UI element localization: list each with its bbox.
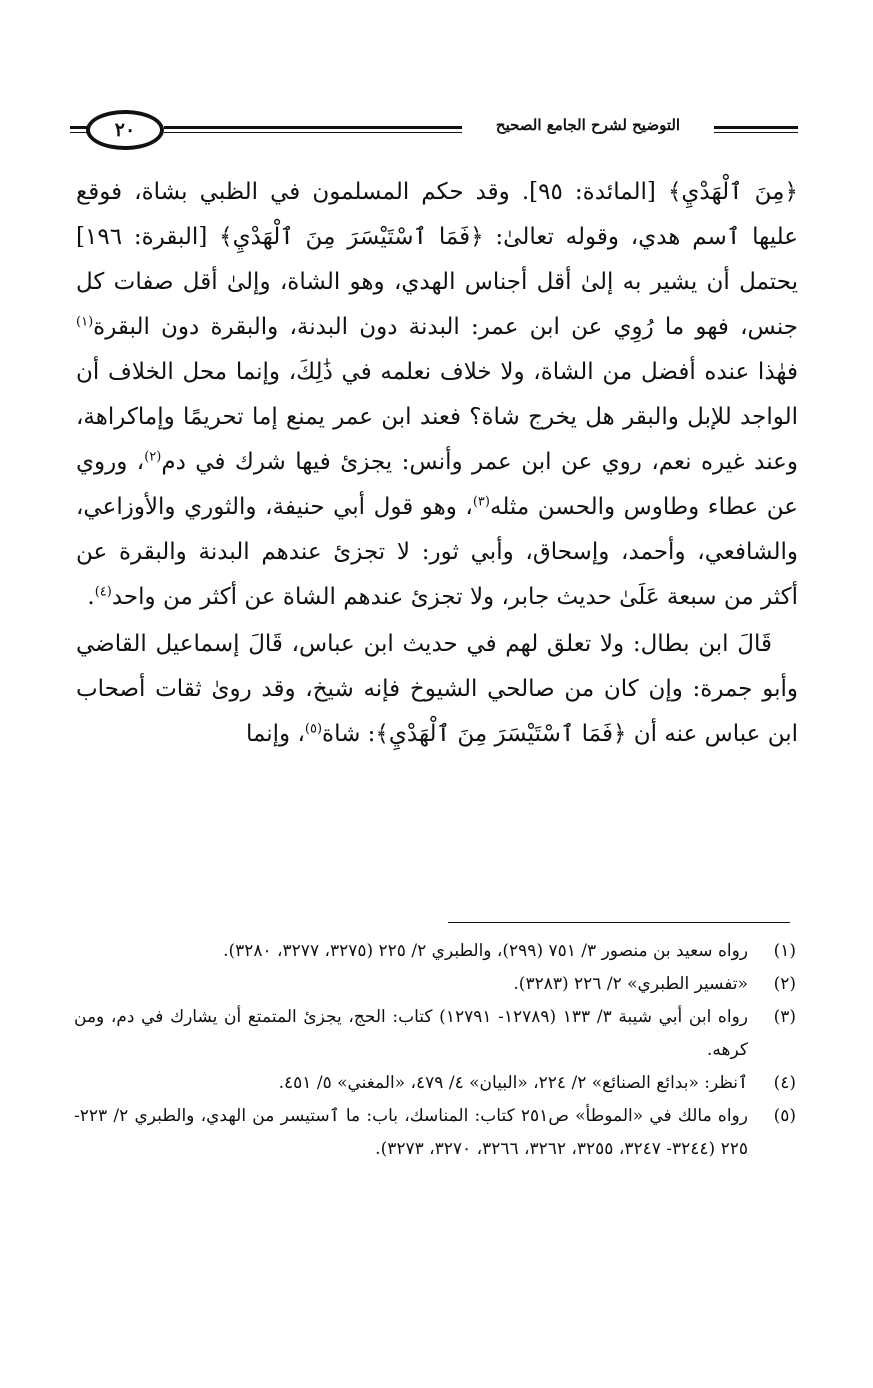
- text-run: [المائدة: ٩٥]. وقد حكم المسلمون في الظبي بشاة، فوقع عليها ٱسم هدي، وقوله تعالىٰ:: [76, 179, 798, 250]
- running-title: التوضيح لشرح الجامع الصحيح: [495, 116, 681, 134]
- text-run: قَالَ ابن بطال: ولا تعلق لهم في حديث ابن عباس، قَالَ إسماعيل القاضي وأبو جمرة: وإن كان من صالحي الشيوخ فإنه شيخ، وقد روىٰ ثقات أصحاب ابن عباس عنه أن: [76, 631, 798, 747]
- footnote-3: [74, 1001, 796, 1067]
- footnote-ref: (٢): [144, 449, 162, 465]
- footnote-text: رواه سعيد بن منصور ٣/ ٧٥١ (٢٩٩)، والطبري ٢/ ٢٢٥ (٣٢٧٥، ٣٢٧٧، ٣٢٨٠).: [223, 941, 748, 961]
- main-text: [76, 170, 798, 757]
- text-run: [البقرة: ١٩٦] يحتمل أن يشير به إلىٰ أقل أجناس الهدي، وهو الشاة، وإلىٰ أقل صفات كل جنس، فهو ما رُوِي عن ابن عمر: البدنة دون البدنة، والبقرة دون البقرة: [76, 224, 798, 340]
- footnote-ref: (١): [76, 314, 94, 330]
- header-rule-middle: [164, 126, 462, 133]
- footnote-1: [74, 935, 796, 968]
- footnote-text: رواه ابن أبي شيبة ٣/ ١٣٣ (١٢٧٨٩- ١٢٧٩١) كتاب: الحج، يجزئ المتمتع أن يشارك في دم، ومن كرهه.: [74, 1007, 748, 1060]
- footnote-number: (٤): [773, 1073, 796, 1093]
- header-rule-right: [714, 126, 798, 133]
- text-run: : شاة: [322, 721, 376, 747]
- footnote-separator: [448, 922, 790, 923]
- footnote-ref: (٣): [472, 494, 490, 510]
- text-run: ، وروي عن عطاء وطاوس والحسن مثله: [76, 449, 799, 520]
- footnote-text: رواه مالك في «الموطأ» ص٢٥١ كتاب: المناسك، باب: ما ٱستيسر من الهدي، والطبري ٢/ ٢٢٣- ٢٢٥ (٣٢٤٤- ٣٢٤٧، ٣٢٥٥، ٣٢٦٢، ٣٢٦٦، ٣٢٧٠، ٣٢٧٣).: [74, 1106, 748, 1159]
- footnote-ref: (٥): [304, 721, 323, 737]
- footnote-5: [74, 1100, 796, 1166]
- running-header: [70, 108, 798, 156]
- footnote-number: (٢): [773, 974, 796, 994]
- paragraph-2: [76, 622, 798, 757]
- footnote-2: [74, 968, 796, 1001]
- footnote-text: ٱنظر: «بدائع الصنائع» ٢/ ٢٢٤، «البيان» ٤/ ٤٧٩، «المغني» ٥/ ٤٥١.: [278, 1073, 748, 1093]
- quran-quote: ﴿فَمَا ٱسْتَيْسَرَ مِنَ ٱلْهَدْيِ﴾: [375, 721, 627, 747]
- text-run: فهٰذا عنده أفضل من الشاة، ولا خلاف نعلمه في ذَٰلِكَ، وإنما محل الخلاف أن الواجد للإبل والبقر هل يخرج شاة؟ فعند ابن عمر يمنع إما تحريمًا وإماكراهة، وعند غيره نعم، روي عن ابن عمر وأنس: يجزئ فيها شرك في دم: [76, 359, 798, 475]
- text-run: .: [87, 584, 95, 610]
- footnote-number: (١): [773, 941, 796, 961]
- paragraph-1: [76, 170, 798, 620]
- text-run: ، وهو قول أبي حنيفة، والثوري والأوزاعي، والشافعي، وأحمد، وإسحاق، وأبي ثور: لا تجزئ عندهم البدنة والبقرة عن أكثر من سبعة عَلَىٰ حديث جابر، ولا تجزئ عندهم الشاة عن أكثر من واحد: [76, 494, 798, 610]
- text-run: ، وإنما: [245, 721, 305, 747]
- footnote-4: [74, 1067, 796, 1100]
- quran-quote: ﴿مِنَ ٱلْهَدْيِ﴾: [667, 179, 798, 205]
- footnotes: [74, 935, 796, 1166]
- quran-quote: ﴿فَمَا ٱسْتَيْسَرَ مِنَ ٱلْهَدْيِ﴾: [219, 224, 484, 250]
- footnote-text: «تفسير الطبري» ٢/ ٢٢٦ (٣٢٨٣).: [513, 974, 748, 994]
- footnote-number: (٣): [773, 1007, 796, 1027]
- page-number: ٢٠: [86, 110, 164, 150]
- footnote-ref: (٤): [94, 584, 112, 600]
- footnote-number: (٥): [773, 1106, 796, 1126]
